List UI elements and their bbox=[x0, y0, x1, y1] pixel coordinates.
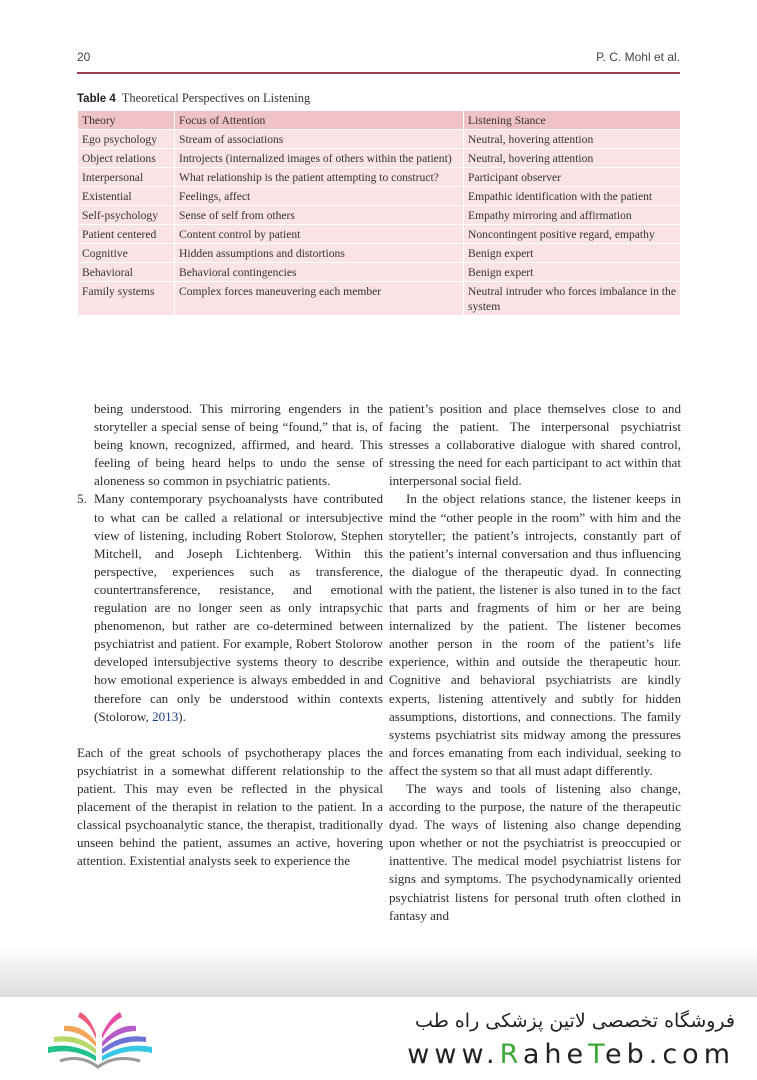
stance-cell: Neutral, hovering attention bbox=[464, 149, 681, 168]
page-bottom-fade bbox=[0, 945, 757, 1000]
table-label: Table 4 bbox=[77, 93, 116, 105]
table-row bbox=[78, 263, 681, 282]
stance-cell: Empathy mirroring and affirmation bbox=[464, 206, 681, 225]
column-header-focus: Focus of Attention bbox=[175, 111, 464, 130]
theory-cell: Cognitive bbox=[78, 244, 175, 263]
focus-cell: Behavioral contingencies bbox=[175, 263, 464, 282]
open-book-logo-icon bbox=[40, 1009, 160, 1071]
stance-cell: Benign expert bbox=[464, 244, 681, 263]
stance-cell: Noncontingent positive regard, empathy bbox=[464, 225, 681, 244]
left-column bbox=[77, 400, 383, 870]
paragraph: In the object relations stance, the listener keeps in mind the “other people in the room” with him and the storyteller; the patient’s introjects, constantly part of the patient’s internal conversation and thus influencing the dialogue of the therapeutic dyad. In connecting with the patient, the listener is also tuned in to the fact that parts and fragments of him or her are being internalized by the patient. The listener becomes another person in the room of the patient’s life experience, within and outside the therapeutic hour. Cognitive and behavioral psychiatrists are kindly experts, listening attentively and subtly for hidden assumptions, distortions, and connections. The family systems psychiatrist sits midway among the pressures and forces emanating from each individual, seeking to affect the system so that all must adapt differently. bbox=[389, 491, 681, 778]
list-item-5 bbox=[77, 490, 383, 725]
theory-cell: Self-psychology bbox=[78, 206, 175, 225]
table-row bbox=[78, 206, 681, 225]
perspectives-table bbox=[77, 110, 681, 316]
list-number: 5. bbox=[77, 491, 87, 507]
table-row bbox=[78, 187, 681, 206]
focus-cell: What relationship is the patient attempting to construct? bbox=[175, 168, 464, 187]
column-header-stance: Listening Stance bbox=[464, 111, 681, 130]
list-item-end: ). bbox=[178, 708, 186, 724]
focus-cell: Feelings, affect bbox=[175, 187, 464, 206]
right-column bbox=[389, 400, 681, 925]
focus-cell: Sense of self from others bbox=[175, 206, 464, 225]
theory-cell: Object relations bbox=[78, 149, 175, 168]
list-item-4-continuation: being understood. This mirroring engenders in the storyteller a special sense of being “found,” that is, of being known, recognized, affirmed, and heard. This feeling of being heard helps to undo the sense of aloneness so common in psychiatric patients. bbox=[94, 401, 383, 489]
theory-cell: Family systems bbox=[78, 282, 175, 316]
table-row bbox=[78, 282, 681, 316]
column-header-theory: Theory bbox=[78, 111, 175, 130]
theory-cell: Ego psychology bbox=[78, 130, 175, 149]
stance-cell: Participant observer bbox=[464, 168, 681, 187]
table-row bbox=[78, 244, 681, 263]
theory-cell: Existential bbox=[78, 187, 175, 206]
store-name-persian: فروشگاه تخصصی لاتین پزشکی راه طب bbox=[415, 1010, 735, 1032]
focus-cell: Content control by patient bbox=[175, 225, 464, 244]
focus-cell: Hidden assumptions and distortions bbox=[175, 244, 464, 263]
stance-cell: Neutral intruder who forces imbalance in the system bbox=[464, 282, 681, 316]
table-row bbox=[78, 168, 681, 187]
focus-cell: Stream of associations bbox=[175, 130, 464, 149]
stance-cell: Benign expert bbox=[464, 263, 681, 282]
page-number: 20 bbox=[77, 50, 91, 64]
table-header-row bbox=[78, 111, 681, 130]
running-head-authors: P. C. Mohl et al. bbox=[596, 50, 680, 64]
header-rule bbox=[77, 72, 680, 74]
focus-cell: Complex forces maneuvering each member bbox=[175, 282, 464, 316]
watermark-banner bbox=[0, 997, 757, 1080]
stance-cell: Empathic identification with the patient bbox=[464, 187, 681, 206]
table-title: Theoretical Perspectives on Listening bbox=[121, 91, 311, 105]
theory-cell: Patient centered bbox=[78, 225, 175, 244]
focus-cell: Introjects (internalized images of others within the patient) bbox=[175, 149, 464, 168]
stance-cell: Neutral, hovering attention bbox=[464, 130, 681, 149]
running-head bbox=[77, 50, 680, 72]
table-row bbox=[78, 130, 681, 149]
paragraph: Each of the great schools of psychotherapy places the psychiatrist in a somewhat different relationship to the patient. This may even be reflected in the physical placement of the therapist in relation to the patient. In a classical psychoanalytic stance, the therapist, traditionally unseen behind the patient, assumes an active, hovering attention. Existential analysts seek to experience the bbox=[77, 744, 383, 869]
citation-link[interactable]: 2013 bbox=[152, 708, 179, 724]
paragraph: patient’s position and place themselves close to and facing the patient. The interpersonal psychiatrist stresses a collaborative dialogue with shared control, stressing the need for each participant to act within that interpersonal social field. bbox=[389, 401, 681, 489]
store-url[interactable]: www.RaheTeb.com bbox=[407, 1039, 735, 1070]
theory-cell: Interpersonal bbox=[78, 168, 175, 187]
paragraph: The ways and tools of listening also change, according to the purpose, the nature of the therapeutic dyad. The ways of listening also change depending upon whether or not the psychiatrist is preoccupied or inattentive. The medical model psychiatrist listens for signs and symptoms. The psychodynamically oriented psychiatrist listens for personal truth often clothed in fantasy and bbox=[389, 780, 681, 923]
list-item-text: Many contemporary psychoanalysts have contributed to what can be called a relational or intersubjective view of listening, including Robert Stolorow, Stephen Mitchell, and Joseph Lichtenberg. Within this perspective, experiences such as transference, countertransference, resistance, and emotional regulation are no longer seen as only intrapsychic phenomenon, but rather are co-determined between psychiatrist and patient. For example, Robert Stolorow developed intersubjective systems theory to describe how emotional experience is always embedded in and therefore can only be understood within contexts (Stolorow, bbox=[94, 491, 383, 724]
table-row bbox=[78, 225, 681, 244]
table-row bbox=[78, 149, 681, 168]
theory-cell: Behavioral bbox=[78, 263, 175, 282]
table-caption bbox=[77, 91, 310, 106]
